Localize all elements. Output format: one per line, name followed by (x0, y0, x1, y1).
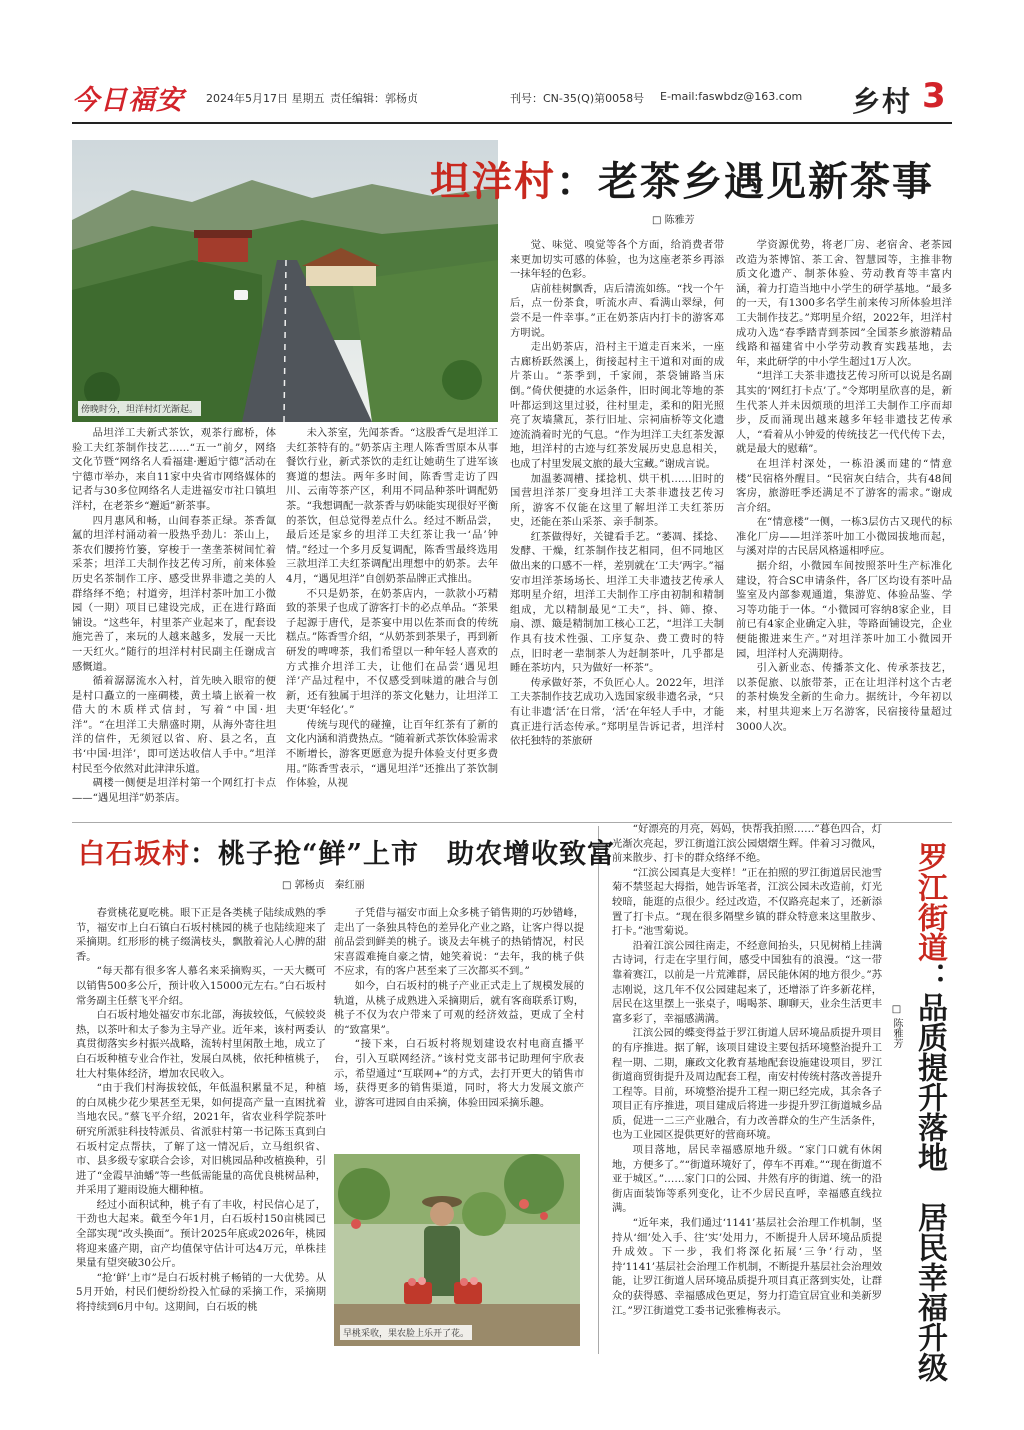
article2-headline-place: 白石坂村 (78, 839, 190, 870)
article2-column-1 (76, 906, 326, 1344)
article1-column-4 (736, 238, 952, 816)
article1-column-2 (286, 426, 498, 816)
masthead (72, 78, 952, 118)
article1-headline-place: 坦洋村 (430, 158, 556, 205)
paragraph: 红茶做得好，关键看手艺。“萎凋、揉捻、发酵、干燥，红茶制作技艺相同，但不同地区做出来的口感不一样，差别就在‘工夫’两字。”福安市坦洋茶场场长、坦洋工夫非遗技艺传承人郑明星介绍，坦洋工夫制作工序由初制和精制组成，尤以精制最见“工夫”，抖、筛、撩、扇、漂、簸是精制加工核心工艺，“坦洋工夫制作具有技术性强、工序复杂、费工费时的特点，旧时老一辈制茶人为赶制茶叶，几乎都是睡在茶坊内，只为做好一杯茶”。 (510, 530, 724, 675)
paragraph: “坦洋工夫茶非遗技艺传习所可以说是名副其实的‘网红打卡点’了。”令郑明星欣喜的是，新生代茶人并未因烦琐的坦洋工夫制作工序而却步，反而涌现出越来越多年轻非遗技艺传承人，“看着从小钟爱的传统技艺一代代传下去，就是最大的慰藉”。 (736, 370, 952, 456)
paragraph: “好漂亮的月亮，妈妈，快帮我拍照……”暮色四合，灯光渐次亮起，罗江街道江滨公园熠熠生辉。伴着习习微风，前来散步、打卡的群众络绎不绝。 (612, 823, 882, 865)
article1-headline-rest: ：老茶乡遇见新茶事 (556, 158, 934, 205)
article2-column-2 (334, 906, 584, 1136)
photo-caption: 早桃采收，果农脸上乐开了花。 (340, 1325, 472, 1340)
paragraph: 江滨公园的蝶变得益于罗江街道人居环境品质提升项目的有序推进。据了解，该项目建设主要包括环境整治提升工程一期、二期，廉政文化教育基地配套设施建设项目，罗江街道商贸街提升及周边配套工程，南安村传统村落改善提升工程等。目前，环境整治提升工程一期已经完成，其余各子项目正有序推进，项目建成后将进一步提升罗江街道城乡品质，促进一二三产业融合，有力改善群众的生产生活条件，也为工业园区提供更好的营商环境。 (612, 1027, 882, 1142)
paragraph: 走出奶茶店，沿村主干道走百来米，一座古廊桥跃然溪上，街接起村主干道和对面的成片茶山。“茶季到，千家闹，茶袋铺路当床倒。”倚伏便捷的水运条件，旧时闽北等地的茶叶都运到这里过驳，往村里走，柔和的阳光照亮了灰墙黛瓦，茶行旧址、宗祠庙桥等文化遗迹流淌着时光的气息。“作为坦洋工夫红茶发源地，坦洋村的古迹与红茶发展历史息息相关，也成了村里发展文旅的最大宝藏。”谢成言说。 (510, 341, 724, 470)
newspaper-logo: 今日福安 (72, 85, 184, 116)
section-name: 乡村 (852, 85, 913, 118)
paragraph: 春赏桃花夏吃桃。眼下正是各类桃子陆续成熟的季节，福安市上白石镇白石坂村桃园的桃子也陆续迎来了采摘期。红形形的桃子缀满枝头，飘散着沁人心脾的甜香。 (76, 907, 326, 963)
peach-farmer-illustration (334, 1154, 580, 1346)
paragraph: 引入新业态、传播茶文化、传承茶技艺，以茶促旅、以旅带茶，正在让坦洋村这个古老的茶村焕发全新的生命力。据统计，今年初以来，村里共迎来上万名游客，民宿接待量超过3000人次。 (736, 662, 952, 733)
contact-email: E-mail:faswbdz@163.com (660, 90, 803, 103)
page-number: 3 (922, 76, 946, 116)
paragraph: 不只是奶茶，在奶茶店内，一款款小巧精致的茶果子也成了游客打卡的必点单品。“茶果子起源于唐代，是茶宴中用以佐茶而食的传统糕点。”陈香雪介绍，“从奶茶到茶果子，再到新研发的啤啤茶，我们希望以一种年轻人喜欢的方式推介坦洋工夫，让他们在品尝‘遇见坦洋’产品过程中，不仅感受到味道的融合与创新，还有独属于坦洋的茶文化魅力，让坦洋工夫更‘年轻化’。” (286, 587, 498, 717)
article3-byline: □ 陈雅芳 (891, 1004, 902, 1049)
paragraph: 未入茶室，先闻茶香。“这股香气是坦洋工夫红茶特有的。”奶茶店主理人陈香雪原本从事餐饮行业，新式茶饮的走红让她萌生了进军该赛道的想法。两年多时间，陈香雪走访了四川、云南等茶产区，利用不同品种茶叶调配奶茶。“我想调配一款茶香与奶味能实现很好平衡的茶饮，但总觉得差点什么。经过不断品尝，最后还是家乡的坦洋工夫红茶让我一‘品’钟情。”经过一个多月反复调配，陈香雪最终选用三款坦洋工夫红茶调配出理想中的奶茶。去年4月，“遇见坦洋”自创奶茶品牌正式推出。 (286, 427, 498, 585)
paragraph: 四月惠风和畅，山间春茶正绿。茶香氤氲的坦洋村涌动着一股热乎劲儿：茶山上，茶农们腰挎竹篓，穿梭于一垄垄茶树间忙着采茶；坦洋工夫制作技艺传习所，前来体验历史名茶制作工序、感受世界非遗之美的人群络绎不绝；村道旁，坦洋村茶叶加工小微园（一期）项目已建设完成，正在进行路面铺设。“这些年，村里茶产业起来了，配套设施完善了，来玩的人越来越多，发展一天比一天红火。”随行的坦洋村村民副主任谢成言感慨道。 (72, 514, 276, 673)
issue-date: 2024年5月17日 星期五 (206, 92, 325, 105)
paragraph: “接下来，白石坂村将规划建设农村电商直播平台，引入互联网经济。”该村党支部书记助理何宇欣表示，希望通过“互联网+”的方式，去打开更大的销售市场，获得更多的销售渠道，同时，将大力发展文旅产业，游客可进园自由采摘，体验田园采摘乐趣。 (334, 1038, 584, 1109)
paragraph: “江滨公园真是大变样！”正在拍照的罗江街道居民池雪菊不禁竖起大拇指，她告诉笔者，江滨公园未改造前，灯光较暗，能逛的点很少。经过改造，不仅路亮起来了，还新添置了打卡点。“现在很多隔壁乡镇的群众特意来这里散步、打卡。”池雪菊说。 (612, 866, 882, 938)
paragraph: “近年来，我们通过‘1141’基层社会治理工作机制，坚持从‘细’处入手、往‘实’处用力，不断提升人居环境品质提升成效。下一步，我们将深化拓展‘三争’行动，坚持‘1141’基层社会治理工作机制，不断提升基层社会治理效能，让罗江街道人居环境品质提升项目真正落到实处，让群众的获得感、幸福感成色更足，努力打造宜居宜业和美新罗江。”罗江街道党工委书记张雅梅表示。 (612, 1217, 882, 1317)
article2-headline-rest: ：桃子抢“鲜”上市 助农增收致富 (190, 839, 616, 870)
paragraph: 如今，白石坂村的桃子产业正式走上了规模发展的轨道，从桃子成熟进入采摘期后，就有客商联系订购，桃子不仅为农户带来了可观的经济效益，更成了全村的“致富果”。 (334, 979, 584, 1036)
article2-byline: □ 郭杨贞 秦红丽 (282, 880, 365, 891)
paragraph: 在“情意楼”一侧，一栋3层仿古又现代的标准化厂房——坦洋茶叶加工小微园拔地而起，与溪对岸的古民居风格遥相呼应。 (736, 516, 952, 558)
paragraph: 店前桂树飘香，店后清流如练。“找一个午后，点一份茶食，听流水声、看满山翠绿，何尝不是一件幸事。”正在奶茶店内打卡的游客邓方明说。 (510, 282, 724, 339)
article1-column-3 (510, 238, 724, 816)
paragraph: 沿着江滨公园往南走，不经意间抬头，只见树梢上挂满古诗词，行走在字里行间，感受中国独有的浪漫。“这一带靠着赛江，以前是一片荒滩群，居民能休闲的地方很少。”苏志刚说，这几年不仅公园建起来了，还增添了许多新花样，居民在这里摆上一张桌子，喝喝茶、聊聊天，业余生活更丰富多彩了，幸福感满满。 (612, 939, 882, 1025)
paragraph: 循着潺潺流水入村，首先映入眼帘的便是村口矗立的一座碉楼，黄土墙上嵌着一枚借大的木质样式信封，写着“中国·坦洋”。“在坦洋工夫鼎盛时期，从海外寄往坦洋的信件，无须冠以省、府、县之名，直书‘中国·坦洋’，即可送达收信人手中。”坦洋村民至今依然对此津津乐道。 (72, 675, 276, 775)
paragraph: 加温萎凋槽、揉捻机、烘干机……旧时的国营坦洋茶厂变身坦洋工夫茶非遗技艺传习所，游客不仅能在这里了解坦洋工夫红茶历史，还能在茶山采茶、亲手制茶。 (510, 472, 724, 529)
responsible-editor: 责任编辑：郭杨贞 (330, 92, 418, 105)
article3-column (612, 822, 882, 1354)
article3-headline (906, 842, 946, 1382)
paragraph: 品坦洋工夫新式茶饮，观茶行廊桥，体验工夫红茶制作技艺……“五一”前夕，网络文化节暨“网络名人看福建·邂逅宁德”活动在宁德市举办，来自11家中央省市网络媒体的记者与30多位网络名人走进福安市社口镇坦洋村，在老茶乡“邂逅”新茶事。 (72, 427, 276, 512)
paragraph: 据介绍，小微园车间按照茶叶生产标准化建设，符合SC申请条件，各厂区均设有茶叶品鉴室及内部参观通道，集游览、体验品鉴、学习等功能于一体。“小微园可容纳8家企业，目前已有4家企业确定入驻，等路面铺设完，企业便能搬进来生产。”对坦洋茶叶加工小微园开园，坦洋村人充满期待。 (736, 560, 952, 660)
paragraph: 在坦洋村深处，一栋沿溪而建的“情意楼”民宿格外醒目。“民宿灰白结合，共有48间客房，旅游旺季还满足不了游客的需求。”谢成言介绍。 (736, 457, 952, 514)
column-divider (598, 826, 599, 1354)
paragraph: 碉楼一侧便是坦洋村第一个网红打卡点——“遇见坦洋”奶茶店。 (72, 777, 276, 804)
paragraph: 子凭借与福安市面上众多桃子销售期的巧妙错峰，走出了一条独具特色的差异化产业之路，让客户得以提前品尝到鲜美的桃子。谈及去年桃子的热销情况，村民宋喜霞难掩自豪之情，她笑着说：“去年，我的桃子供不应求，有的客户甚至来了三次都买不到。” (334, 907, 584, 978)
paragraph: 项目落地，居民幸福感原地升级。“家门口就有休闲地，方便多了。”“街道环境好了，停车不再难。”“现在街道不亚于城区。”……家门口的公园、井然有序的街道、统一的沿街店面装饰等系列变化，让不少居民直呼，幸福感直线拉满。 (612, 1144, 882, 1215)
paragraph: 经过小面积试种，桃子有了丰收，村民信心足了，干劲也大起来。截至今年1月，白石坂村150亩桃园已全部实现“改头换面”。预计2025年底或2026年，桃园将迎来盛产期，亩产均值保守估计可达4万元，单株挂果量有望突破30公斤。 (76, 1198, 326, 1270)
article3-headline-place: 罗江街道 (912, 842, 947, 962)
paragraph: 学资源优势，将老厂房、老宿舍、老茶园改造为茶博馆、茶工舍、智慧园等，主推非物质文化遗产、制茶体验、劳动教育等丰富内涵，着力打造当地中小学生的研学基地。“最多的一天，有1300多名学生前来传习所体验坦洋工夫制作技艺。”郑明星介绍，2022年，坦洋村成功入选“春季踏青到茶园”全国茶乡旅游精品线路和福建省中小学劳动教育实践基地，去年，来此研学的中小学生超过1万人次。 (736, 239, 952, 368)
article1-column-1 (72, 426, 276, 816)
paragraph: “由于我们村海拔较低，年低温积累量不足，种植的白凤桃少花少果甚至无果，如何提高产量一直困扰着当地农民。”蔡飞平介绍，2021年，省农业科学院茶叶研究所派驻科技特派员、省派驻村第一书记陈玉真到白石坂村定点帮扶，了解了这一情况后，立马组织省、市、县多级专家联合会诊，对旧桃园品种改植换种，引进了“金霞早油蟠”等一些低需能量的高优良桃树品种，并采用了避雨设施大棚种植。 (76, 1082, 326, 1197)
paragraph: 觉、味觉、嗅觉等各个方面，给消费者带来更加切实可感的体验，也为这座老茶乡再添一抹年轻的色彩。 (510, 239, 724, 281)
article3-headline-rest: ：品质提升落地 居民幸福升级 (912, 962, 947, 1382)
paragraph: 传承做好茶，不负匠心人。2022年，坦洋工夫茶制作技艺成功入选国家级非遗名录，“只有让非遗‘活’在日常，‘活’在年轻人手中，才能真正进行活态传承。”郑明星告诉记者，坦洋村依托独特的茶旅研 (510, 676, 724, 748)
article1-byline: □ 陈雅芳 (652, 215, 695, 226)
photo-caption: 傍晚时分，坦洋村灯光渐起。 (78, 401, 201, 416)
paragraph: 传统与现代的碰撞，让百年红茶有了新的文化内涵和消费热点。“随着新式茶饮体验需求不断增长，游客更愿意为提升体验支付更多费用。”陈香雪表示，“遇见坦洋”还推出了茶饮制作体验，从视 (286, 718, 498, 790)
article1-headline (430, 150, 940, 207)
paragraph: “每天都有很多客人慕名来采摘购买，一天大概可以销售500多公斤，预计收入15000元左右。”白石坂村常务副主任蔡飞平介绍。 (76, 965, 326, 1007)
publication-number: 刊号：CN-35(Q)第0058号 (510, 92, 645, 105)
paragraph: 白石坂村地处福安市东北部，海拔较低，气候较炎热，以茶叶和太子参为主导产业。近年来，该村两委认真贯彻落实乡村振兴战略，流转村里闲散土地，成立了白石坂种植专业合作社，发展白凤桃，依托种植桃子，壮大村集体经济，增加农民收入。 (76, 1009, 326, 1080)
masthead-rule (72, 122, 952, 124)
peach-harvest-photo (334, 1154, 580, 1346)
paragraph: “抢‘鲜’上市”是白石坂村桃子畅销的一大优势。从5月开始，村民们便纷纷投入忙碌的采摘工作，采摘期将持续到6月中旬。这期间，白石坂的桃 (76, 1271, 326, 1314)
article2-headline (78, 832, 615, 871)
